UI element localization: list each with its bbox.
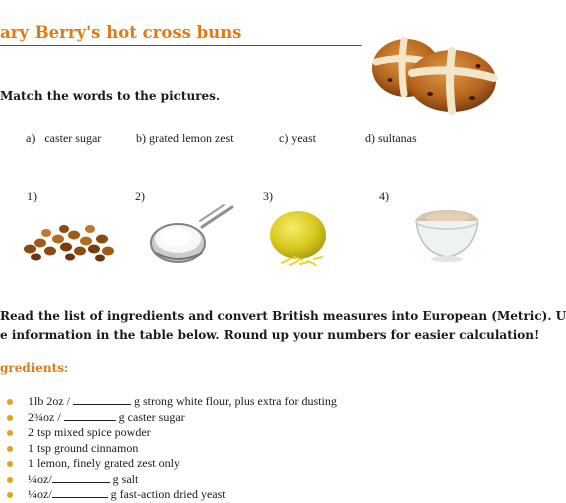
ingredient-item: 1 lemon, finely grated zest only [0,456,337,472]
bullet-icon [7,430,13,436]
lemon-zest-image [268,207,332,269]
sugar-bowl-image [412,205,482,263]
bullet-icon [7,461,13,467]
picture-number-3: 3) [263,189,273,203]
word-option-b: b) grated lemon zest [136,131,234,145]
sieve-flour-image [146,203,234,263]
bullet-icon [7,446,13,452]
ingredient-item: ¼oz/ g fast-action dried yeast [0,487,337,503]
picture-number-1: 1) [27,189,37,203]
word-option-d: d) sultanas [365,131,417,145]
sultanas-image [20,215,118,263]
answer-blank[interactable] [52,472,110,483]
ingredients-list [0,394,337,503]
word-option-c: c) yeast [279,131,316,145]
exercise-instruction: Match the words to the pictures. [0,89,221,103]
word-option-a: a) caster sugar [26,131,102,145]
ingredient-item: 1lb 2oz / g strong white flour, plus extra for dusting [0,394,337,410]
answer-blank[interactable] [73,394,131,405]
hot-cross-buns-image [368,28,500,113]
ingredient-item: 2 tsp mixed spice powder [0,425,337,441]
bullet-icon [7,399,13,405]
answer-blank[interactable] [52,487,108,498]
answer-blank[interactable] [64,410,116,421]
exercise2-instruction-line1: Read the list of ingredients and convert British measures into European (Metric). U [0,309,566,323]
bullet-icon [7,492,13,498]
picture-number-4: 4) [379,189,389,203]
bullet-icon [7,477,13,483]
page-title: ary Berry's hot cross buns [0,23,242,42]
picture-number-2: 2) [135,189,145,203]
ingredient-item: ¼oz/ g salt [0,472,337,488]
ingredient-item: 1 tsp ground cinnamon [0,441,337,457]
ingredient-item: 2¾oz / g caster sugar [0,410,337,426]
bullet-icon [7,415,13,421]
ingredients-heading: gredients: [0,361,69,375]
title-divider [0,45,362,46]
exercise2-instruction-line2: e information in the table below. Round up your numbers for easier calculation! [0,328,540,342]
